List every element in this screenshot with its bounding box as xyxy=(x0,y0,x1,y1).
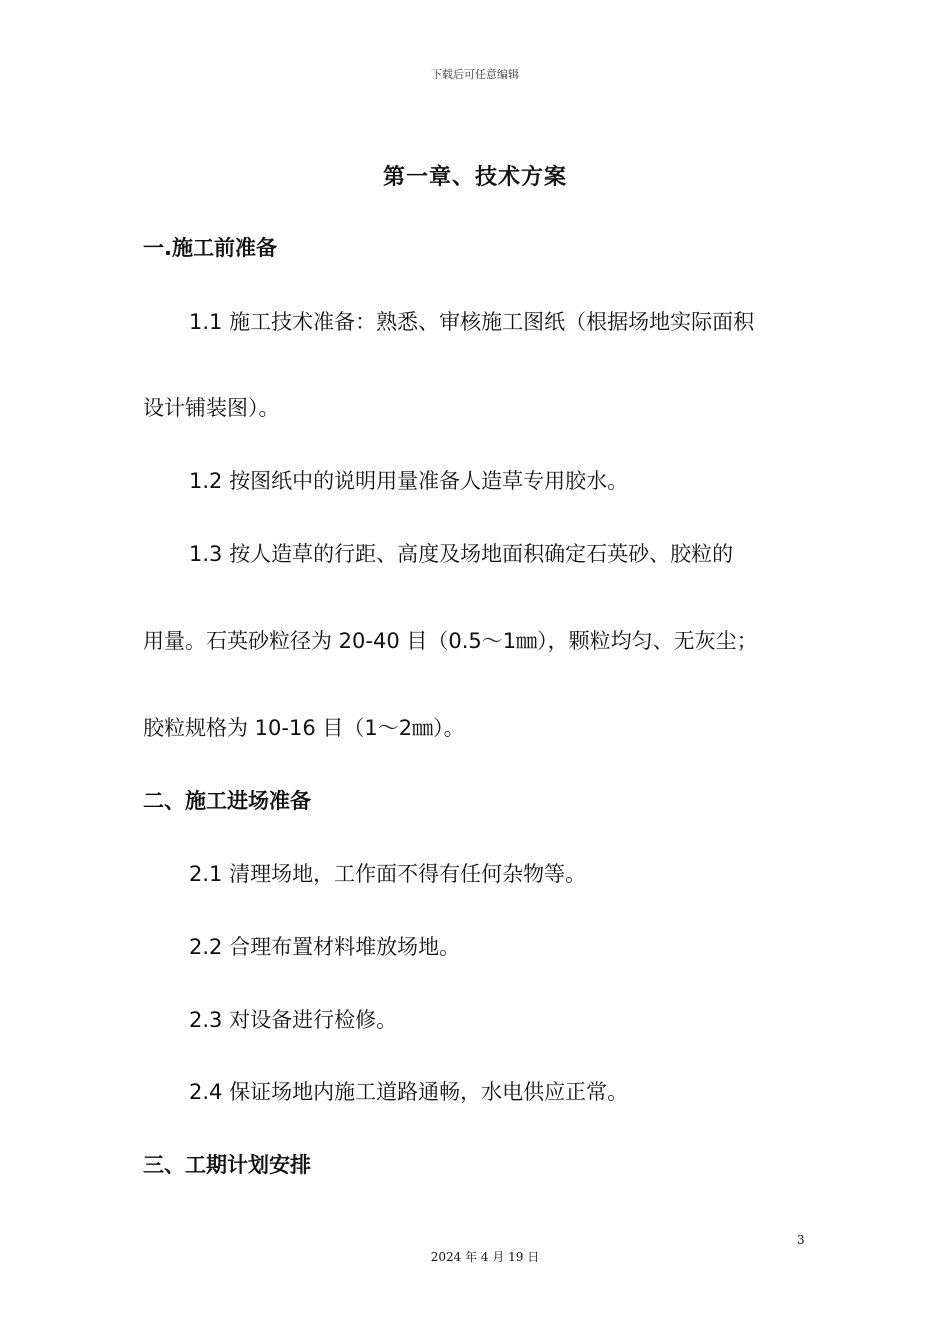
paragraph-line: 1.1 施工技术准备：熟悉、审核施工图纸（根据场地实际面积 xyxy=(189,310,755,334)
section-heading-3: 三、工期计划安排 xyxy=(143,1153,311,1177)
page-title: 第一章、技术方案 xyxy=(382,165,567,190)
paragraph-line: 2.2 合理布置材料堆放场地。 xyxy=(189,935,461,959)
paragraph-line: 用量。石英砂粒径为 20-40 目（0.5～1㎜），颗粒均匀、无灰尘； xyxy=(143,629,758,653)
paragraph-line: 2.3 对设备进行检修。 xyxy=(189,1008,398,1032)
paragraph-line: 胶粒规格为 10-16 目（1～2㎜）。 xyxy=(143,716,465,740)
paragraph-line: 2.1 清理场地，工作面不得有任何杂物等。 xyxy=(189,862,587,886)
footer-date: 2024 年 4 月 19 日 xyxy=(430,1250,540,1264)
paragraph-line: 1.3 按人造草的行距、高度及场地面积确定石英砂、胶粒的 xyxy=(189,542,734,566)
section-heading-1: 一.施工前准备 xyxy=(143,236,277,260)
paragraph-line: 设计铺装图）。 xyxy=(143,396,280,420)
page-number: 3 xyxy=(797,1233,805,1247)
section-heading-2: 二、施工进场准备 xyxy=(143,789,311,813)
header-note: 下载后可任意编辑 xyxy=(431,68,519,81)
paragraph-line: 1.2 按图纸中的说明用量准备人造草专用胶水。 xyxy=(189,469,629,493)
paragraph-line: 2.4 保证场地内施工道路通畅，水电供应正常。 xyxy=(189,1080,629,1104)
